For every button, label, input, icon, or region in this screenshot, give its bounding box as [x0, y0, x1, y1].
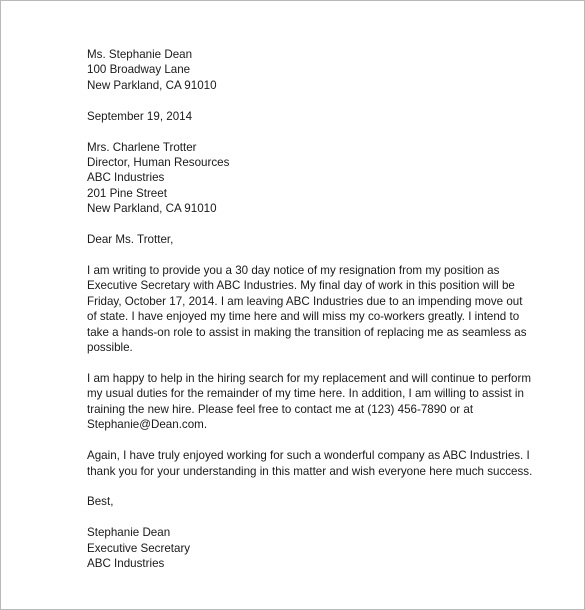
paragraph-line: my usual duties for the remainder of my time here. In addition, I am willing to assist in — [87, 387, 524, 401]
signature-block — [87, 525, 507, 571]
paragraph-line: Stephanie@Dean.com. — [87, 418, 208, 432]
letter-body — [87, 47, 533, 572]
letter-date: September 19, 2014 — [87, 109, 193, 123]
recipient-address — [87, 140, 507, 217]
sender-address — [87, 47, 507, 93]
recipient-company: ABC Industries — [87, 171, 165, 185]
paragraph-line: take a hands-on role to assist in making the transition of replacing me as seamless as — [87, 325, 527, 339]
closing-block — [87, 494, 507, 509]
paragraph-line: possible. — [87, 341, 133, 355]
recipient-street: 201 Pine Street — [87, 186, 167, 200]
paragraph-line: thank you for your understanding in this matter and wish everyone here much success. — [87, 464, 533, 478]
sender-city: New Parkland, CA 91010 — [87, 78, 217, 92]
paragraph-3 — [87, 448, 533, 479]
paragraph-1 — [87, 263, 527, 355]
letter-date-block — [87, 109, 507, 124]
paragraph-line: I am happy to help in the hiring search for my replacement and will continue to perform — [87, 372, 532, 385]
paragraph-2 — [87, 371, 532, 433]
salutation-block — [87, 232, 507, 247]
sender-name: Ms. Stephanie Dean — [87, 48, 193, 61]
paragraph-line: Executive Secretary with ABC Industries. My final day of work in this position will be — [87, 279, 515, 293]
closing: Best, — [87, 495, 114, 509]
paragraph-line: Friday, October 17, 2014. I am leaving ABC Industries due to an impending move out — [87, 294, 523, 308]
paragraph-line: of state. I have enjoyed my time here and will miss my co-workers greatly. I intend to — [87, 310, 520, 324]
recipient-city: New Parkland, CA 91010 — [87, 202, 217, 216]
salutation: Dear Ms. Trotter, — [87, 233, 174, 247]
recipient-name: Mrs. Charlene Trotter — [87, 140, 197, 154]
signature-name: Stephanie Dean — [87, 526, 171, 540]
recipient-title: Director, Human Resources — [87, 156, 230, 170]
signature-title: Executive Secretary — [87, 541, 191, 555]
sender-street: 100 Broadway Lane — [87, 63, 191, 77]
paragraph-line: I am writing to provide you a 30 day notice of my resignation from my position as — [87, 264, 500, 278]
paragraph-line: Again, I have truly enjoyed working for such a wonderful company as ABC Industries. I — [87, 449, 530, 463]
paragraph-line: training the new hire. Please feel free to contact me at (123) 456-7890 or at — [87, 402, 474, 416]
signature-company: ABC Industries — [87, 557, 165, 571]
